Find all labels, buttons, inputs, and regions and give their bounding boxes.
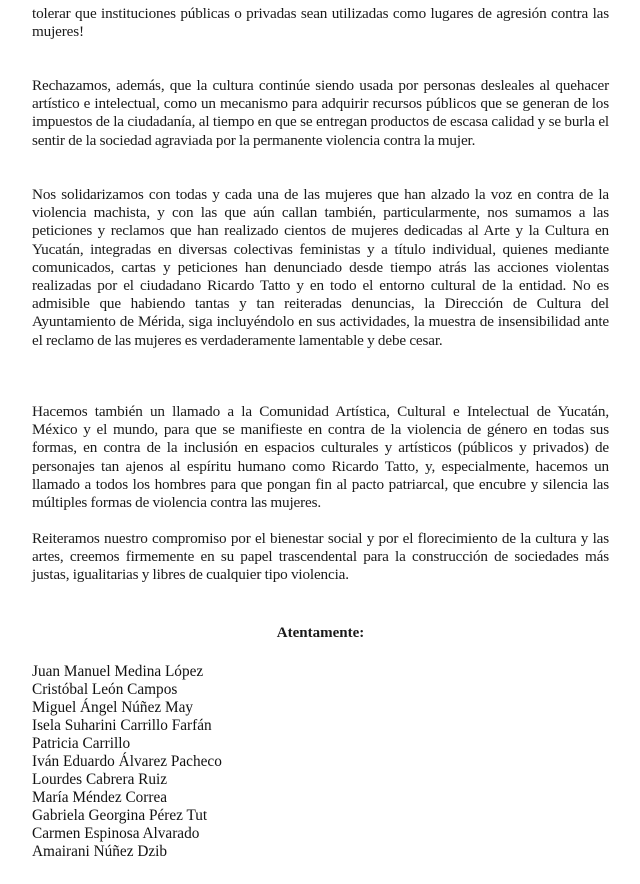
paragraph-commitment: Reiteramos nuestro compromiso por el bienestar social y por el florecimiento de la cultura y las artes, creemos firmemente en su papel trascendental para la construcción de sociedades más justas, igualitarias y libres de cualquier tipo violencia. bbox=[32, 530, 609, 584]
signer-name: Iván Eduardo Álvarez Pacheco bbox=[32, 753, 222, 770]
paragraph-solidarity: Nos solidarizamos con todas y cada una de las mujeres que han alzado la voz en contra de la violencia machista, y con las que aún callan también, particularmente, nos sumamos a las peticiones y reclamos que han realizado cientos de mujeres dedicadas al Arte y la Cultura en Yucatán, integradas en diversas colectivas feministas y a título individual, quienes mediante comunicados, cartas y peticiones han denunciado desde tiempo atrás las acciones violentas realizadas por el ciudadano Ricardo Tatto y en todo el entorno cultural de la entidad. No es admisible que habiendo tantas y tan reiteradas denuncias, la Dirección de Cultura del Ayuntamiento de Mérida, siga incluyéndolo en sus actividades, la muestra de insensibilidad ante el reclamo de las mujeres es verdaderamente lamentable y debe cesar. bbox=[32, 186, 609, 349]
signer-name: Miguel Ángel Núñez May bbox=[32, 699, 194, 716]
signer-name: Isela Suharini Carrillo Farfán bbox=[32, 717, 212, 734]
signer-name: Gabriela Georgina Pérez Tut bbox=[32, 807, 208, 824]
closing-salutation: Atentamente: bbox=[276, 625, 365, 641]
paragraph-intro-continuation: tolerar que instituciones públicas o privadas sean utilizadas como lugares de agresión contra las mujeres! bbox=[32, 5, 609, 41]
paragraph-rejection: Rechazamos, además, que la cultura continúe siendo usada por personas desleales al quehacer artístico e intelectual, como un mecanismo para adquirir recursos públicos que se generan de los impuestos de la ciudadanía, al tiempo en que se entregan productos de escasa calidad y se burla el sentir de la sociedad agraviada por la permanente violencia contra la mujer. bbox=[32, 77, 609, 149]
signers-list bbox=[32, 663, 222, 861]
signer-name: Juan Manuel Medina López bbox=[32, 663, 204, 680]
signer-name: María Méndez Correa bbox=[32, 789, 168, 806]
signer-name: Cristóbal León Campos bbox=[32, 681, 178, 698]
signer-name: Carmen Espinosa Alvarado bbox=[32, 825, 200, 842]
signer-name: Amairani Núñez Dzib bbox=[32, 843, 168, 860]
signer-name: Lourdes Cabrera Ruiz bbox=[32, 771, 168, 788]
signer-name: Patricia Carrillo bbox=[32, 735, 131, 752]
paragraph-call-to-action: Hacemos también un llamado a la Comunidad Artística, Cultural e Intelectual de Yucatán, México y el mundo, para que se manifieste en contra de la violencia de género en todas sus formas, en contra de la inclusión en espacios culturales y artísticos (públicos y privados) de personajes tan ajenos al espíritu humano como Ricardo Tatto, y, especialmente, hacemos un llamado a todos los hombres para que pongan fin al pacto patriarcal, que encubre y silencia las múltiples formas de violencia contra las mujeres. bbox=[32, 403, 609, 512]
